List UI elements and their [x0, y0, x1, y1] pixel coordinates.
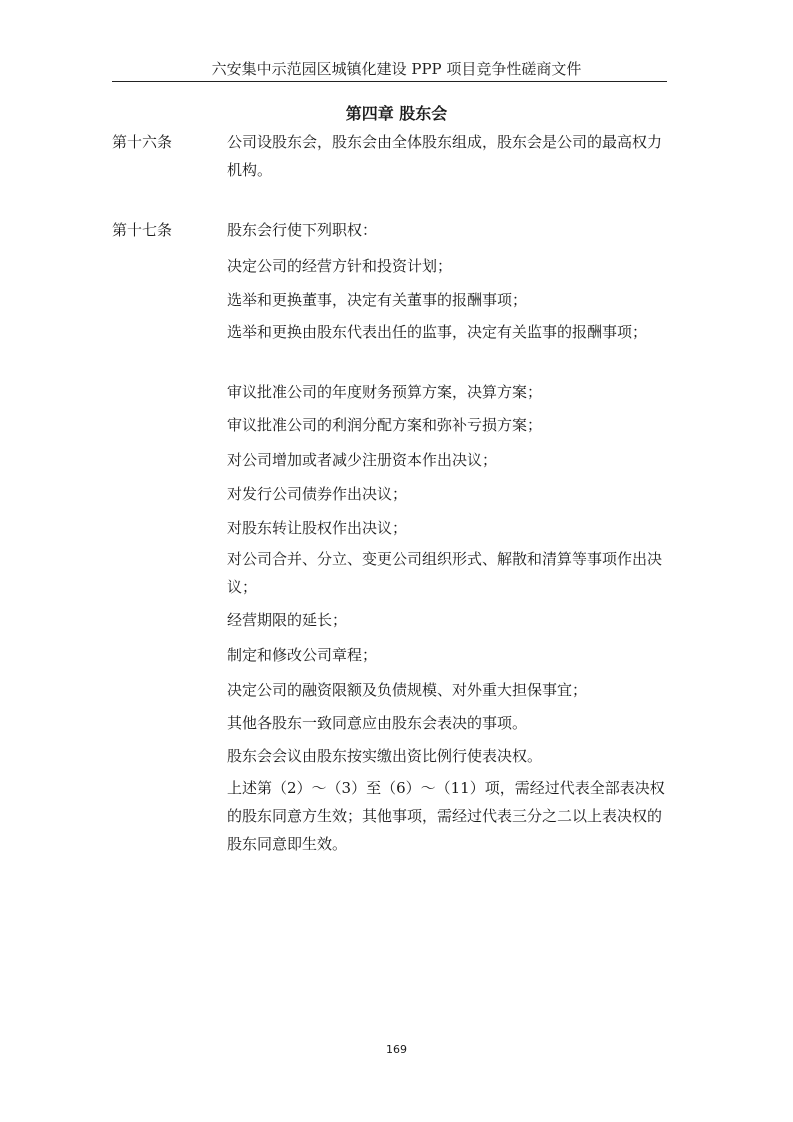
article-paragraph: 制定和修改公司章程； — [227, 646, 378, 664]
article-label: 第十七条 — [112, 221, 173, 239]
page-number: 169 — [386, 1043, 407, 1056]
article-paragraph: 对公司增加或者减少注册资本作出决议； — [227, 451, 498, 469]
article-paragraph: 选举和更换由股东代表出任的监事，决定有关监事的报酬事项； — [227, 323, 648, 341]
article-paragraph: 经营期限的延长； — [227, 611, 348, 629]
article-paragraph: 决定公司的融资限额及负债规模、对外重大担保事宜； — [227, 681, 588, 699]
chapter-title: 第四章 股东会 — [345, 104, 448, 123]
article-paragraph: 对公司合并、分立、变更公司组织形式、解散和清算等事项作出决议； — [227, 550, 663, 596]
header-divider — [112, 81, 667, 82]
article-paragraph: 其他各股东一致同意应由股东会表决的事项。 — [227, 714, 528, 732]
article-paragraph: 股东会会议由股东按实缴出资比例行使表决权。 — [227, 747, 543, 765]
header-title: 六安集中示范园区城镇化建设 PPP 项目竞争性磋商文件 — [211, 60, 582, 78]
article-paragraph: 选举和更换董事，决定有关董事的报酬事项； — [227, 291, 528, 309]
article-paragraph: 对发行公司债券作出决议； — [227, 485, 408, 503]
article-paragraph: 决定公司的经营方针和投资计划； — [227, 257, 453, 275]
article-paragraph: 审议批准公司的利润分配方案和弥补亏损方案； — [227, 416, 543, 434]
article-paragraph: 对股东转让股权作出决议； — [227, 519, 408, 537]
article-paragraph: 公司设股东会，股东会由全体股东组成，股东会是公司的最高权力机构。 — [227, 133, 663, 179]
article-paragraph: 审议批准公司的年度财务预算方案，决算方案； — [227, 383, 543, 401]
article-paragraph: 股东会行使下列职权： — [227, 221, 378, 239]
article-paragraph: 上述第（2）～（3）至（6）～（11）项，需经过代表全部表决权的股东同意方生效；其他事项，需经过代表三分之二以上表决权的股东同意即生效。 — [227, 779, 665, 853]
article-label: 第十六条 — [112, 133, 173, 151]
